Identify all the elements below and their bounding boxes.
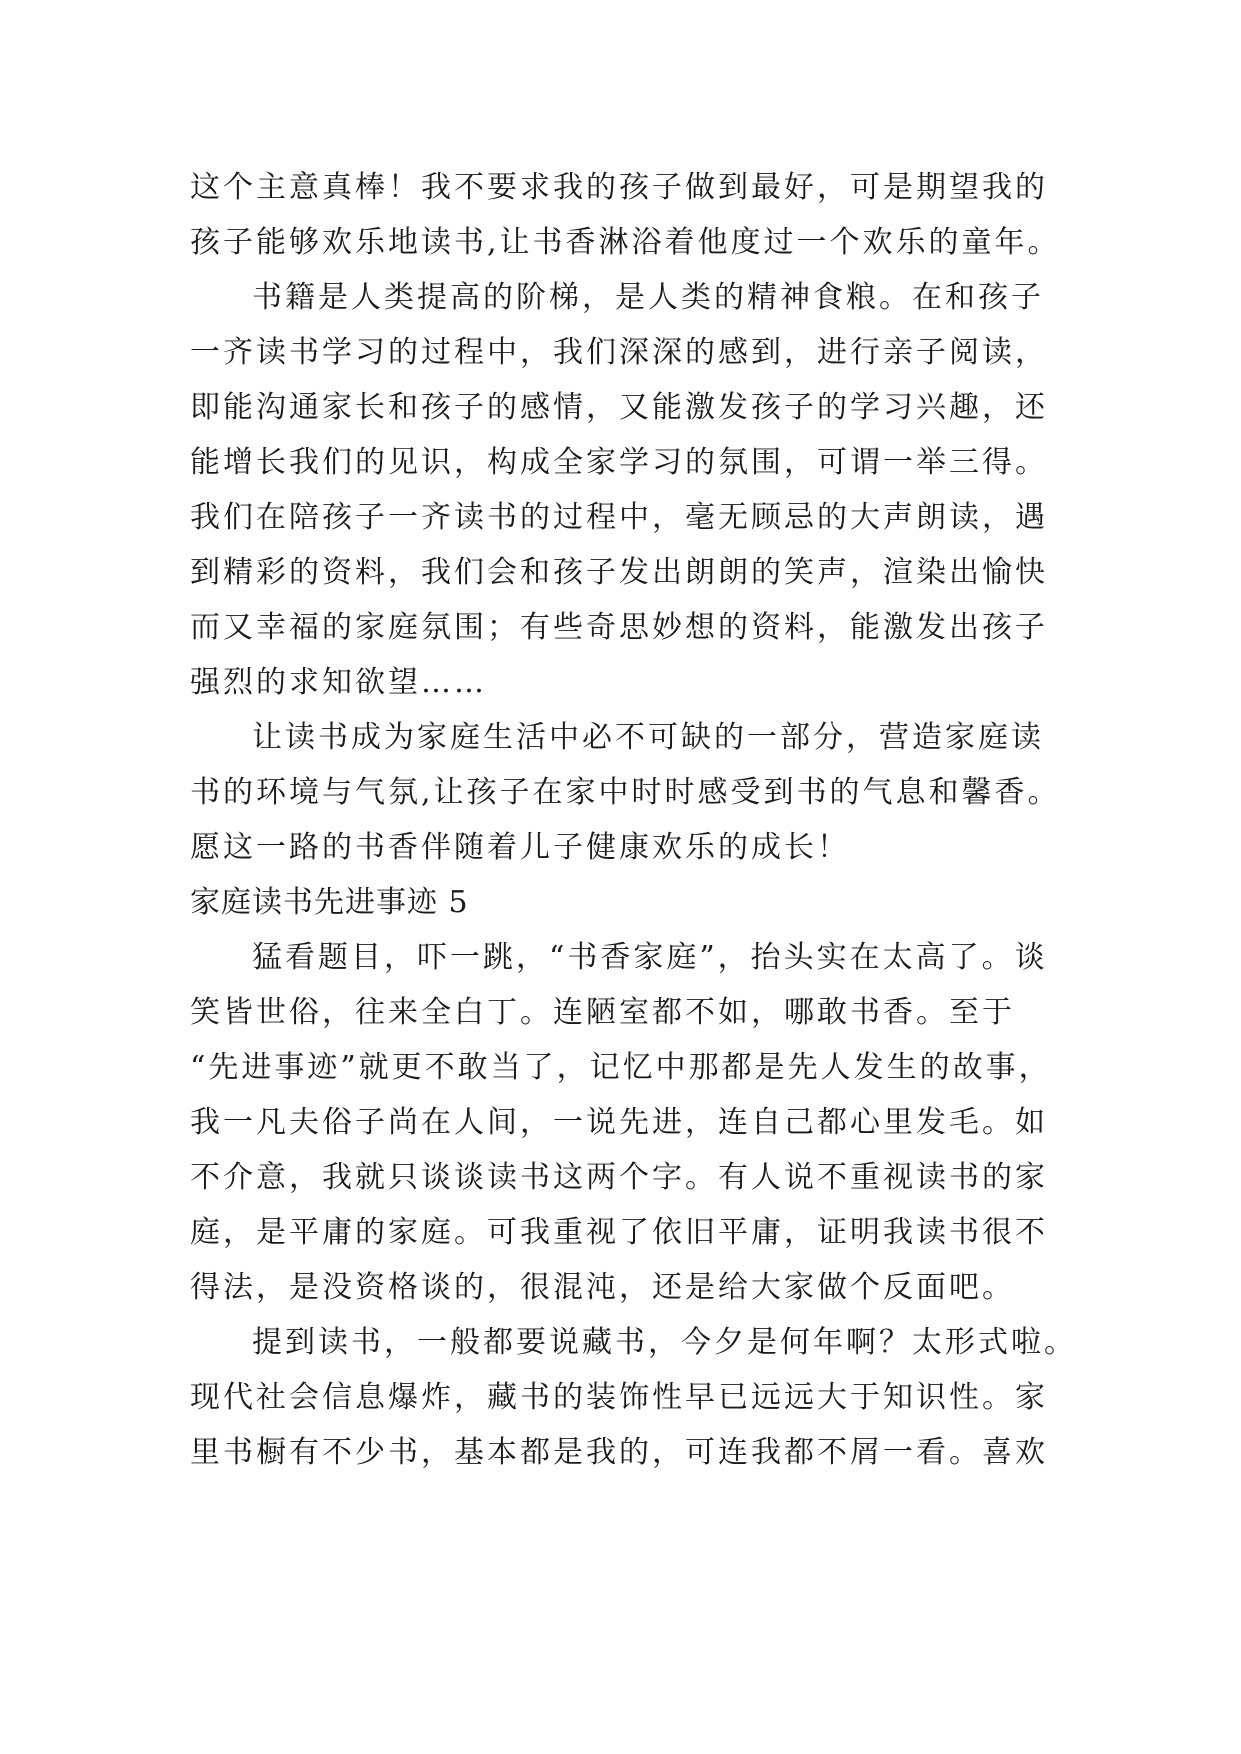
text-line: 庭，是平庸的家庭。可我重视了依旧平庸，证明我读书很不 [190,1215,1048,1250]
text-line: 孩子能够欢乐地读书,让书香淋浴着他度过一个欢乐的童年。 [190,225,1061,260]
text-line: 书籍是人类提高的阶梯，是人类的精神食粮。在和孩子 [252,280,1044,315]
document-body [190,160,1077,1480]
section-heading [190,875,1070,930]
section-title: 家庭读书先进事迹 5 [190,885,469,920]
text-line: 让读书成为家庭生活中必不可缺的一部分，营造家庭读 [252,720,1044,755]
text-line: 我一凡夫俗子尚在人间，一说先进，连自己都心里发毛。如 [190,1105,1048,1140]
paragraph-3 [190,710,1070,875]
paragraph-2 [190,270,1070,710]
text-line: 现代社会信息爆炸，藏书的装饰性早已远远大于知识性。家 [190,1380,1048,1415]
text-line: 不介意，我就只谈谈读书这两个字。有人说不重视读书的家 [190,1160,1048,1195]
text-line: 到精彩的资料，我们会和孩子发出朗朗的笑声，渲染出愉快 [190,555,1048,590]
paragraph-1 [190,160,1070,270]
text-line: 强烈的求知欲望…… [190,665,487,700]
text-line: 猛看题目，吓一跳，“书香家庭”，抬头实在太高了。谈 [252,940,1048,975]
text-line: 愿这一路的书香伴随着儿子健康欢乐的成长！ [190,830,850,865]
text-line: “先进事迹”就更不敢当了，记忆中那都是先人发生的故事， [190,1050,1052,1085]
text-line: 得法，是没资格谈的，很混沌，还是给大家做个反面吧。 [190,1270,1015,1305]
paragraph-4 [190,930,1070,1315]
text-line: 我们在陪孩子一齐读书的过程中，毫无顾忌的大声朗读，遇 [190,500,1048,535]
text-line: 即能沟通家长和孩子的感情，又能激发孩子的学习兴趣，还 [190,390,1048,425]
paragraph-5 [190,1315,1077,1480]
text-line: 而又幸福的家庭氛围；有些奇思妙想的资料，能激发出孩子 [190,610,1048,645]
text-line: 这个主意真棒！我不要求我的孩子做到最好，可是期望我的 [190,170,1048,205]
text-line: 书的环境与气氛,让孩子在家中时时感受到书的气息和馨香。 [190,775,1061,810]
text-line: 提到读书，一般都要说藏书，今夕是何年啊？太形式啦。 [252,1325,1077,1360]
text-line: 一齐读书学习的过程中，我们深深的感到，进行亲子阅读， [190,335,1048,370]
text-line: 能增长我们的见识，构成全家学习的氛围，可谓一举三得。 [190,445,1048,480]
text-line: 笑皆世俗，往来全白丁。连陋室都不如，哪敢书香。至于 [190,995,1015,1030]
text-line: 里书橱有不少书，基本都是我的，可连我都不屑一看。喜欢 [190,1435,1048,1470]
